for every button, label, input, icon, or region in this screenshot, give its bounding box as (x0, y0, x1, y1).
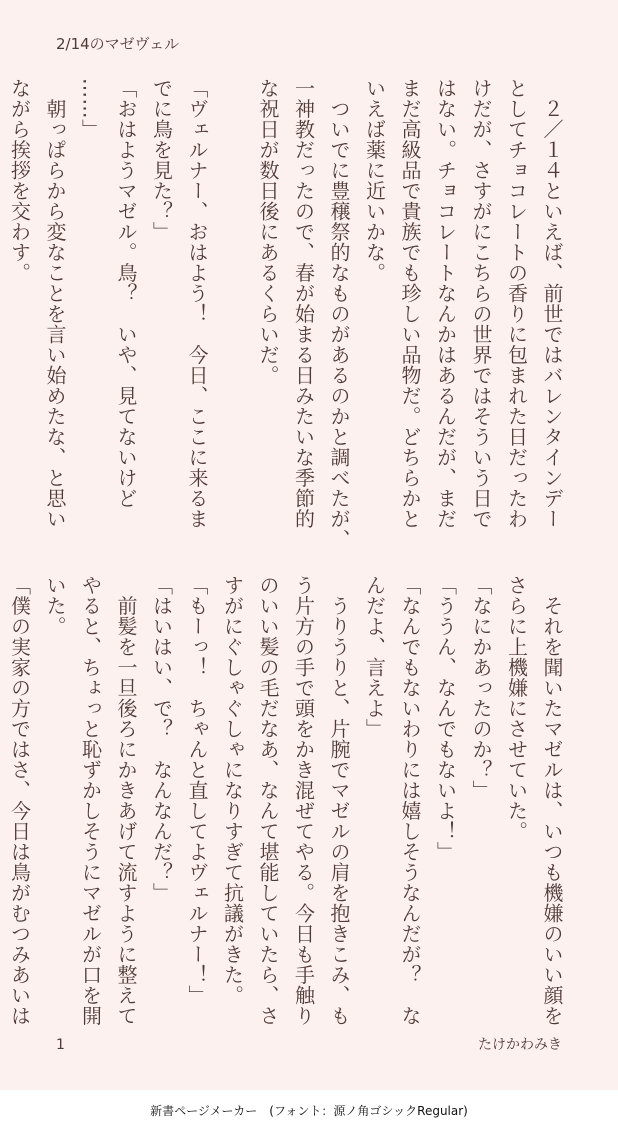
text-column: 「ううん、なんでもないよ！」 (433, 575, 458, 862)
text-column: 朝っぱらから変なことを言い始めたな、と思い (43, 78, 67, 529)
text-column: 一神教だったので、春が始まる日みたいな季節的 (291, 78, 316, 529)
text-column: 「なんでもないわりには嬉しそうなんだが？ な (398, 575, 422, 1026)
text-column: のいい髪の毛だなあ、なんて堪能していたら、さ (256, 575, 280, 1026)
text-column: ながら挨拶を交わす。 (7, 78, 32, 283)
text-column: でに鳥を見た？」 (149, 78, 174, 242)
text-column: はない。チョコレートなんかはあるんだが、まだ (433, 78, 458, 529)
text-column: 「はいはい、で？ なんなんだ？」 (149, 575, 174, 903)
text-column: 「僕の実家の方ではさ、今日は鳥がむつみあいは (7, 575, 32, 1026)
text-column: ……」 (78, 78, 103, 140)
page-header-title: 2/14のマゼヴェル (56, 35, 180, 53)
text-column: んだよ、言えよ」 (362, 575, 387, 739)
text-column: ついでに豊穣祭的なものがあるのかと調べたが、 (327, 78, 351, 550)
author-name: たけかわみき (478, 1037, 562, 1053)
text-column: 「おはようマゼル。鳥？ いや、見てないけど (114, 78, 138, 509)
text-column: うりうりと、片腕でマゼルの肩を抱きこみ、も (327, 575, 351, 1026)
text-column: すがにぐしゃぐしゃになりすぎて抗議がきた。 (220, 575, 245, 1006)
generator-credit: 新書ページメーカー (フォント：源ノ角ゴシックRegular) (0, 1090, 618, 1132)
text-column: 「なにかあったのか？」 (469, 575, 493, 801)
text-column: まだ高級品で貴族でも珍しい品物だ。どちらかと (398, 78, 422, 529)
text-column: いた。 (43, 575, 67, 637)
text-column: ２／１４といえば、前世ではバレンタインデー (540, 78, 564, 529)
text-column: 前髪を一旦後ろにかきあげて流すように整えて (114, 575, 138, 1026)
text-column: やると、ちょっと恥ずかしそうにマゼルが口を開 (78, 575, 103, 1026)
text-column: いえば薬に近いかな。 (362, 78, 387, 283)
text-column: 「もーっ！ ちゃんと直してよヴェルナー！」 (185, 575, 209, 1006)
text-column: 「ヴェルナー、おはよう！ 今日、ここに来るま (185, 78, 209, 529)
text-column: さらに上機嫌にさせていた。 (504, 575, 529, 842)
text-column: それを聞いたマゼルは、いつも機嫌のいい顔を (540, 575, 564, 1026)
text-block-bottom (1, 575, 569, 1035)
text-column: としてチョコレートの香りに包まれた日だったわ (504, 78, 529, 529)
text-column: な祝日が数日後にあるくらいだ。 (256, 78, 280, 386)
page-number: 1 (56, 1037, 65, 1053)
text-column: けだが、さすがにこちらの世界ではそういう日で (469, 78, 493, 529)
text-column: う片方の手で頭をかき混ぜてやる。今日も手触り (291, 575, 316, 1026)
text-block-top (1, 78, 569, 550)
text-column-blank (214, 78, 250, 538)
